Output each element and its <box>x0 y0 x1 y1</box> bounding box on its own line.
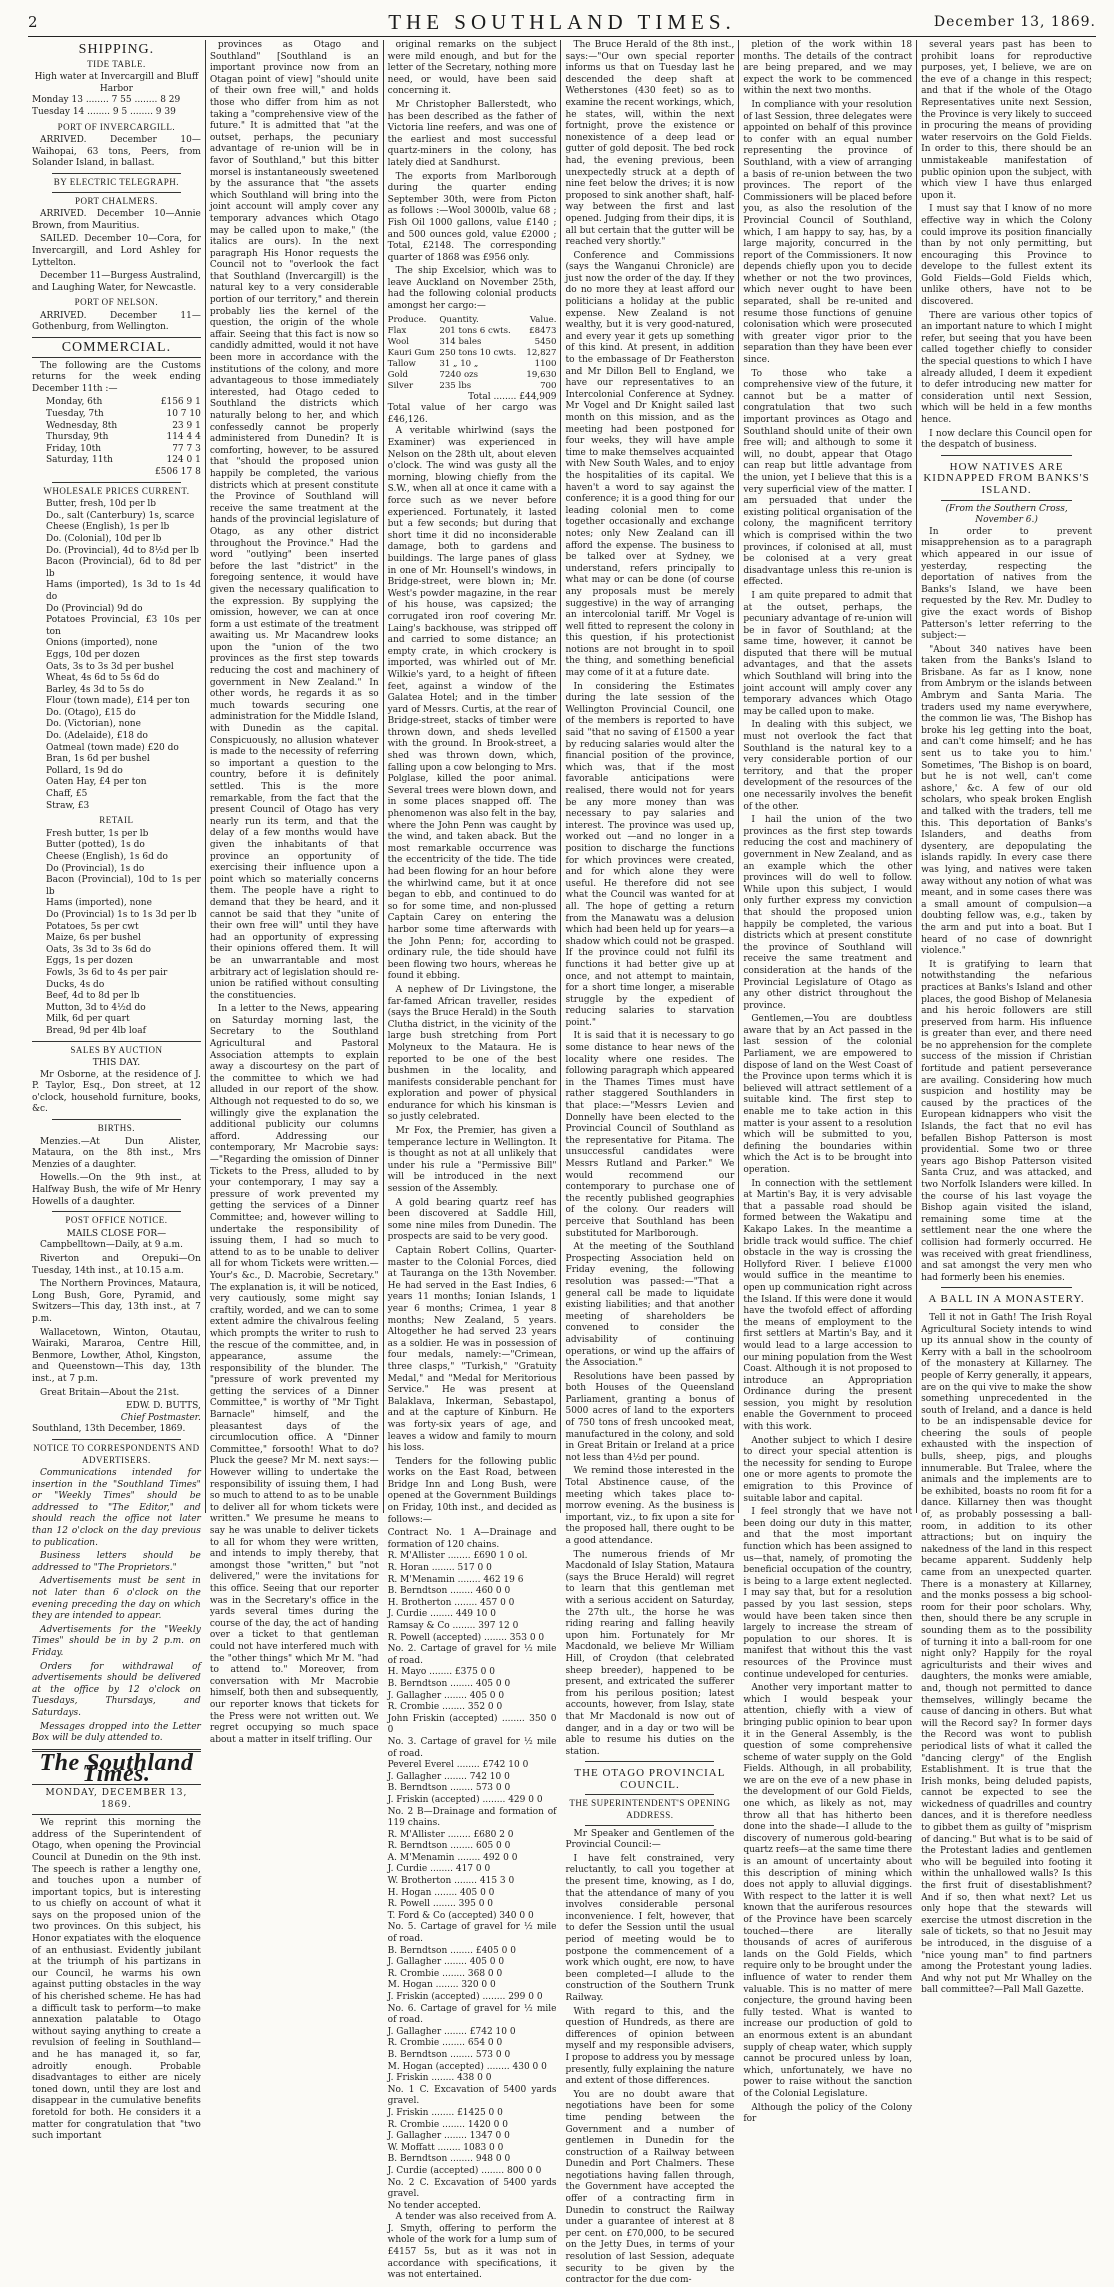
auction-subheading: THIS DAY. <box>92 1058 141 1069</box>
news-para: We remind those interested in the Total Abstinence cause, of the meeting which takes place to-morrow evening. As the business is important, viz., to fix upon a site for the proposed hall, there ought to be a good attendance. <box>565 1466 735 1546</box>
table-row: Silver 235 lbs 700 <box>387 380 557 391</box>
cargo-total: Total ........ £44,909 <box>468 391 557 402</box>
tide-row: Monday 13 ........ 7 55 ........ 8 29 <box>32 95 181 106</box>
kidnap-para: "About 340 natives have been taken from the Banks's Island to Brisbane. As far as I know, none from Ambrym or the islands between Ambrym and Santa Maria. The traders used my name everywhere, the common lie was, 'The Bishop has broke his leg getting into the boat, and can't come himself; and he has sent us to take you to him.' Sometimes, 'The Bishop is on board, but he is not well, can't come ashore,' &c. A few of our old scholars, who speak broken English and talked with the traders, tell me this. This deportation of Banks's Islanders, and deaths from dysentery, are depopulating the islands rapidly. In every case there was lying, and natives were taken away without any notion of what was meant, and in some cases there was a small amount of compulsion—a doubting fellow was, e.g., taken by the arm and put into a boat. But I heard of no case of downright violence." <box>921 644 1092 957</box>
ball-heading: A BALL IN A MONASTERY. <box>928 1293 1085 1306</box>
chalmers-line: SAILED. December 10—Cora, for Invercargill, and Lord Ashley for Lyttelton. <box>32 234 201 268</box>
notice-para: Business letters should be addressed to "The Proprietors." <box>32 1551 201 1573</box>
post-office-heading: POST OFFICE NOTICE. <box>65 1215 168 1226</box>
otago-council-subheading: THE SUPERINTENDENT'S OPENING ADDRESS. <box>569 1798 731 1821</box>
column-6 <box>917 40 1096 1996</box>
address-para: There are various other topics of an important nature to which I might refer, but seeing that you have been called together chiefly to consider the special questions to which I have already alluded, I deem it expedient to defer introducing new matter for consideration until next Session, which will be held in a few months hence. <box>921 310 1092 425</box>
newspaper-title: THE SOUTHLAND TIMES. <box>388 9 736 34</box>
page-number: 2 <box>28 13 38 31</box>
address-para: I must say that I know of no more effective way in which the Colony could improve its position financially than by not only permitting, but encouraging this Province to develope to the fullest extent its Gold Fields—Gold Fields which, unlike others, have not to be discovered. <box>921 204 1092 308</box>
tide-subheading: High water at Invercargill and Bluff Harbor <box>34 72 199 94</box>
address-para: To those who take a comprehensive view of the future, it cannot but be a matter of congratulation that two such important provinces as Otago and Southland should unite of their own free will; and although to some it will, no doubt, appear that Otago can reap but little advantage from the union, yet I believe that this is a very superficial view of the matter. I am persuaded that under the existing political organisation of the colony, the magnificent territory which is comprised within the two provinces, if colonised at all, must be colonised at a very great disadvantage unless this re-union is effected. <box>743 368 913 588</box>
news-para: The numerous friends of Mr Macdonald of Islay Station, Mataura (says the Bruce Herald) will regret to learn that this gentleman met with a serious accident on Saturday, the 27th ult., the horse he was riding rearing and falling heavily upon him. Fortunately for Mr Macdonald, we believe Mr William Hill, of Croydon (that celebrated sheep breeder), happened to be present, and extricated the sufferer from his perilous position; latest accounts, however, from Islay, state that Mr Macdonald is now out of danger, and in a day or two will be able to resume his duties on the station. <box>565 1549 735 1757</box>
column-1 <box>28 40 206 2142</box>
news-para: Mr Fox, the Premier, has given a temperance lecture in Wellington. It is thought as not at all unlikely that under his rule a "Permissive Bill" will be introduced in the next session of the Assembly. <box>387 1126 557 1195</box>
news-para: Captain Robert Collins, Quarter-master to the Colonial Forces, died at Tauranga on the 13th November. He had served in the East Indies, 6 years 11 months; Ionian Islands, 1 year 6 months; Crimea, 1 year 8 months; New Zealand, 5 years. Altogether he had served 23 years as a soldier. He was in possession of four medals, namely:—"Crimean, three clasps," "Turkish," "Gratuity Medal," and "Medal for Meritorious Service." He was present at Balaklava, Inkerman, Sebastapol, and at the capture of Kinburn. He was forty-six years of age, and leaves a widow and family to mourn his loss. <box>387 1246 557 1454</box>
post-office-date: Southland, 13th December, 1869. <box>32 1424 186 1435</box>
auction-text: Mr Osborne, at the residence of J. P. Taylor, Esq., Don street, at 12 o'clock, household furniture, books, &c. <box>32 1069 201 1115</box>
mail-line: The Northern Provinces, Mataura, Long Bush, Gore, Pyramid, and Switzers—This day, 13th inst., at 7 p.m. <box>32 1279 201 1324</box>
customs-row: Saturday, 11th 124 0 1 <box>46 455 201 466</box>
column-3 <box>384 40 562 2281</box>
news-para: The ship Excelsior, which was to leave Auckland on November 25th, had the following colonial products amongst her cargo:— <box>387 266 557 312</box>
customs-row: Monday, 6th £156 9 1 <box>46 397 201 408</box>
wholesale-heading: WHOLESALE PRICES CURRENT. <box>43 485 190 496</box>
auction-heading: SALES BY AUCTION <box>70 1044 163 1055</box>
customs-row: Friday, 10th 77 7 3 <box>46 443 201 454</box>
customs-row: Thursday, 9th 114 4 4 <box>46 432 201 443</box>
address-para: I hail the union of the two provinces as the first step towards reducing the cost and machinery of government in New Zealand, and as an example which the other provinces will do well to follow. While upon this subject, I would only further express my conviction that should the proposed union happily be completed, the various districts which at present constitute the province of Southland will receive the same treatment and consideration at the hands of the Provincial Legislature of Otago as any other district throughout the province. <box>743 815 913 1011</box>
news-para: A gold bearing quartz reef has been discovered at Saddle Hill, some nine miles from Dunedin. The prospects are said to be very good. <box>387 1197 557 1243</box>
chalmers-line: December 11—Burgess Australind, and Laughing Water, for Newcastle. <box>32 271 201 293</box>
customs-row: Tuesday, 7th 10 7 10 <box>46 409 201 420</box>
news-para: Tenders for the following public works on the East Road, between Bridge Inn and Long Bush, were opened at the Government Buildings on Friday, 10th inst., and decided as follows:— <box>387 1456 557 1525</box>
notice-heading: NOTICE TO CORRESPONDENTS AND ADVERTISERS. <box>33 1442 200 1465</box>
address-salutation: Mr Speaker and Gentlemen of the Provincial Council:— <box>565 1828 735 1851</box>
address-para: You are no doubt aware that negotiations have been for some time pending between the Government and a number of gentlemen in Dunedin for the construction of a Railway between Dunedin and Port Chalmers. These negotiations having fallen through, the Government have accepted the offer of a contracting firm in Dunedin to construct the Railway under a guarantee of interest at 8 per cent. on £70,000, to be secured on the Jetty Dues, in terms of your resolution of last Session, adequate security to be given by the contractor for the due com- <box>565 2089 735 2286</box>
tender-list: Contract No. 1 A—Drainage and formation of 120 chains. R. M'Allister ........ £690 1 0 ol. R. Horan ........ 517 0 0 R. M'Menamin ........ 462 19 6 B. Berndtson ........ 460 0 0 H. Brotherton ........ 457 0 0 J. Curdie ........ 449 10 0 Ramsay & Co ........ 397 12 0 R. Powell (accepted) ........ 353 0 0 No. 2. Cartage of gravel for ½ mile of road. H. Mayo ........ £375 0 0 B. Berndtson ........ 405 0 0 J. Gallagher ........ 405 0 0 R. Crombie ........ 352 0 0 John Friskin (accepted) ........ 350 0 0 No. 3. Cartage of gravel for ½ mile of road. Peverel Everel ........ £742 10 0 J. Gallagher ........ 742 10 0 B. Berndtson ........ 573 0 0 J. Friskin (accepted) ........ 429 0 0 No. 2 B—Drainage and formation of 119 chains. R. M'Allister ........ £680 2 0 R. Berndtson ........ 605 0 0 A. M'Menamin ........ 492 0 0 J. Curdie ........ 417 0 0 W. Brotherton ........ 415 3 0 H. Hogan ........ 405 0 0 R. Powell ........ 395 0 0 T. Ford & Co (accepted) 340 0 0 No. 5. Cartage of gravel for ½ mile of road. B. Berndtson ........ £405 0 0 J. Gallagher ........ 405 0 0 R. Crombie ........ 368 0 0 M. Hogan ........ 320 0 0 J. Friskin (accepted) ........ 299 0 0 No. 6. Cartage of gravel for ½ mile of road. J. Gallagher ........ £742 10 0 R. Crombie ........ 654 0 0 B. Berndtson ........ 573 0 0 M. Hogan (accepted) ........ 430 0 0 J. Friskin ........ 438 0 0 No. 1 C. Excavation of 5400 yards gravel. J. Friskin ........ £1425 0 0 R. Crombie ........ 1420 0 0 J. Gallagher ........ 1347 0 0 W. Moffatt ........ 1083 0 0 B. Berndtson ........ 948 0 0 J. Curdie (accepted) ........ 800 0 0 No. 2 C. Excavation of 5400 yards gravel. No tender accepted. <box>387 1528 557 2211</box>
nelson-heading: PORT OF NELSON. <box>74 297 159 308</box>
address-para: With regard to this, and the question of Hundreds, as there are differences of opinion between myself and my responsible advisers, I propose to address you by message presently, fully explaining the nature and extent of those differences. <box>565 2006 735 2087</box>
nelson-text: ARRIVED. December 11—Gothenburg, from Wellington. <box>32 310 201 333</box>
ball-para: Tell it not in Gath! The Irish Royal Agricultural Society intends to wind up its annual show in the county of Kerry with a ball in the schoolroom of the monastery at Killarney. The people of Kerry generally, it appears, are on the qui vive to make the show something unprecedented in the south of Ireland, and a dance is held to be an indispensable device for cheering the souls of people exhausted with the inspection of bulls, sheep, pigs, and ploughs innumerable. But Tralee, where the animals and the implements are to be exhibited, boasts no room fit for a dance. Killarney then was thought of, as probably possessing a ball-room, in addition to its other attractions; but on inquiry the nakedness of the land in this respect became apparent. Suddenly help came from an unexpected quarter. There is a monastery at Killarney, and the monks possess a big school-room for their poor scholars. Why, then, should there be any scruple in sounding them as to the possibility of turning it into a ball-room for one night only? Happily for the royal agriculturists and their wives and daughters, the monks were amiable, and, though not permitted to dance themselves, willingly became the cause of dancing in others. But what will the Record say? In former days the Record was wont to publish periodical lists of what it called the "dancing clergy" of the English Establishment. It is true that the Irish monks, being deluded papists, cannot be expected to see the wickedness of quadrilles and country dances, and it is therefore needless to gibbet them as guilty of "misprism of dancing." But what is to be said of the Protestant ladies and gentlemen who will be beguiled into footing it within the unhallowed walls? Is this the first fruit of disestablishment? And if so, then what next? Let us only hope that the stewards will exercise the utmost discretion in the sale of tickets, so that no Jesuit may be introduced, in the disguise of a "nice young man" to find partners among the Protestant young ladies. And why not put Mr Whalley on the ball committee?—Pall Mall Gazette. <box>921 1312 1092 1996</box>
table-row: Wool 314 bales 5450 <box>387 336 557 347</box>
cargo-note: Total value of her cargo was £46,126. <box>387 403 557 425</box>
leader-para: We reprint this morning the address of the Superintendent of Otago, when opening the Provincial Council at Dunedin on the 9th inst. The speech is rather a lengthy one, and touches upon a number of important topics, but is interesting to us chiefly on account of what it says on the proposed union of the two provinces. On this subject, his Honor expatiates with the eloquence of an enthusiast. Evidently jubilant at the triumph of his partizans in our Council, he warms his own against putting obstacles in the way of his cherished scheme. He has had a difficult task to perform—to make annexation palatable to Otago without saying anything to create a revulsion of feeling in Southland—and he has managed it, so far, adroitly enough. Probable disadvantages to either are nicely toned down, until they are lost and disappear in the cumulative benefits foretold for both. He considers it a matter for congratulation that "two such important <box>32 1818 201 2142</box>
address-para: I am quite prepared to admit that at the outset, perhaps, the pecuniary advantage of re-union will be in favor of Southland; at the same time, however, it cannot be disputed that there will be mutual advantages, and that the assets which Southland will bring into the joint account will amply cover any temporary advances which Otago may be called upon to make. <box>743 590 913 717</box>
retail-list: Fresh butter, 1s per lb Butter (potted), 1s do Cheese (English), 1s 6d do Do (Provincial), 1s do Bacon (Provincial), 10d to 1s per lb Hams (imported), none Do (Provincial) 1s to 1s 3d per lb Potatoes, 5s per cwt Maize, 6s per bushel Oats, 3s 3d to 3s 6d do Eggs, 1s per dozen Fowls, 3s 6d to 4s per pair Ducks, 4s do Beef, 4d to 8d per lb Mutton, 3d to 4½d do Milk, 6d per quart Bread, 9d per 4lb loaf <box>46 828 201 1036</box>
postmaster-name: EDW. D. BUTTS, <box>125 1401 201 1412</box>
address-para: In dealing with this subject, we must not overlook the fact that Southland is the natural key to a very considerable portion of our territory, and that the proper development of the resources of the one necessarily involves the benefit of the other. <box>743 720 913 812</box>
news-para: A nephew of Dr Livingstone, the far-famed African traveller, resides (says the Bruce Herald) in the South Clutha district, in the vicinity of the large bush stretching from Port Molyneux to the Mataura. He is reported to be one of the best bushmen in the locality, and manifests considerable penchant for exploration and power of physical endurance for which his kinsman is so justly celebrated. <box>387 984 557 1123</box>
port-text: ARRIVED. December 10—Waihopai, 63 tons, Peers, from Solander Island, in ballast. <box>32 135 201 169</box>
customs-total: £506 17 8 <box>155 467 201 477</box>
news-para: Resolutions have been passed by both Houses of the Queensland Parliament, granting a bonus of 5000 acres of land to the exporters of 750 tons of fresh uncooked meat, manufactured in the colony, and sold in Great Britain or Ireland at a price not less than 4½d per pound. <box>565 1371 735 1463</box>
address-para: In connection with the settlement at Martin's Bay, it is very advisable that a passable road should be formed between the Wakatipu and Kakapo Lakes. In the meantime a bridle track would suffice. The chief obstacle in the way is crossing the Hollyford River. I believe £1000 would suffice in the meantime to open up communication right across the Island. If this were done it would have the twofold effect of affording the means of employment to the first settlers at Martin's Bay, and it would lead to a large accession to our mining population from the West Coast. Although it is not proposed to introduce an Appropriation Ordinance during the present session, you might by resolution enable the Government to proceed with this work. <box>743 1178 913 1433</box>
birth-notice: Howells.—On the 9th inst., at Halfway Bush, the wife of Mr Henry Howells of a daughter. <box>32 1173 201 1207</box>
notice-para: Orders for withdrawal of advertisements should be delivered at the office by 12 o'clock on Tuesdays, Thursdays, and Saturdays. <box>32 1661 201 1718</box>
kidnap-para: It is gratifying to learn that notwithstanding the nefarious practices at Banks's Island and other places, the good Bishop of Melanesia and his heroic followers are still preserved from harm. His influence is greater than ever, and there need be no apprehension for the complete success of the mission if Christian fortitude and patient perseverance are availing. Considering how much suspicion and hostility may be caused by the practices of the European kidnappers who visit the Islands, the fact that no evil has befallen Bishop Patterson is most providential. Some two or three years ago Bishop Patterson visited Santa Cruz, and was attacked, and two Norfolk Islanders were killed. In the course of his last voyage the Bishop again visited the island, remaining some time at the settlement near the one where the collision had formerly occurred. He was received with great friendliness, and sat amongst the very men who had formerly been his enemies. <box>921 959 1092 1283</box>
mail-line: Campbelltown—Daily, at 9 a.m. <box>40 1240 183 1251</box>
news-para: Mr Christopher Ballerstedt, who has been described as the father of Victoria line reefers, and was one of the earliest and most successful quartz-miners in the colony, has lately died at Sandhurst. <box>387 99 557 168</box>
masthead-date: December 13, 1869. <box>933 14 1096 30</box>
kidnap-source: (From the Southern Cross, November 6.) <box>945 503 1068 526</box>
columns <box>28 40 1096 2286</box>
news-para: It is said that it is necessary to go some distance to hear news of the locality where one resides. The following paragraph which appeared in the Thames Times must have rather staggered Southlanders in that place:—"Messrs Levien and Donnelly have been elected to the Provincial Council of Southland as the representative for Pitama. The unsuccessful candidates were Messrs Rutland and Parker." We would recommend our contemporary to purchase one of the recently published geographies of the colony. Our readers will perceive that Southland has been substituted for Marlborough. <box>565 1031 735 1239</box>
birth-notice: Menzies.—At Dun Alister, Mataura, on the 8th inst., Mrs Menzies of a daughter. <box>32 1136 201 1170</box>
news-para: original remarks on the subject were mild enough, and but for the letter of the Secretary, nothing more need, or would, have been said concerning it. <box>387 40 557 97</box>
address-para: several years past has been to prohibit loans for reproductive purposes, yet, I believe, we are on the eve of a change in this respect; and that if the whole of the Otago Representatives unite next Session, the Province is very likely to succeed in procuring the means of providing water reservoirs on the Gold Fields. In order to this, there should be an unmistakeable manifestation of public opinion upon the subject, with which view I have thus enlarged upon it. <box>921 40 1092 201</box>
table-row: Kauri Gum 250 tons 10 cwts. 12,827 <box>387 347 557 358</box>
tide-heading: TIDE TABLE. <box>87 58 146 69</box>
kidnap-heading: HOW NATIVES ARE KIDNAPPED FROM BANKS'S ISLAND. <box>923 460 1090 496</box>
address-para: Gentlemen,—You are doubtless aware that by an Act passed in the last session of the colonial Parliament, we are empowered to dispose of land on the West Coast of the Province upon terms which it is believed will attract settlement of a suitable kind. The first step to enable me to take action in this matter is your assent to a resolution which will be submitted to you, defining the boundaries within which the Act is to be brought into operation. <box>743 1014 913 1175</box>
notice-para: Advertisements for the "Weekly Times" should be in by 2 p.m. on Friday. <box>32 1624 201 1658</box>
customs-row: Wednesday, 8th 23 9 1 <box>46 420 201 431</box>
commercial-heading: COMMERCIAL. <box>61 340 172 356</box>
news-para: At the meeting of the Southland Prospecting Association held on Friday evening, the following resolution was passed:—"That a general call be made to liquidate existing liabilities; and that another meeting of shareholders be convened to consider the advisability of continuing operations, or wind up the affairs of the Association." <box>565 1242 735 1369</box>
post-office-subheading: MAILS CLOSE FOR— <box>66 1228 167 1239</box>
address-para: Another very important matter to which I would bespeak your attention, chiefly with a view of bringing public opinion to bear upon it in the General Assembly, is the question of some comprehensive scheme of water supply on the Gold Fields. Although, in all probability, we are on the eve of a new phase in the development of our Gold Fields, one which, as likely as not, may throw all that has hitherto been done into the shade—I allude to the discovery of numerous gold-bearing quartz reefs—at the same time there is an amount of uncertainty about this description of mining which does not apply to alluvial diggings. With respect to the latter it is well known that the auriferous resources of the Province have been scarcely touched—there are literally thousands of acres of auriferous lands on the Gold Fields, which require only to be brought under the influence of water to render them valuable. This is no matter of mere conjecture, the ground having been fully tested. What is wanted to increase our production of gold to an enormous extent is an abundant supply of cheap water, which supply cannot be procured unless by loan, which, unfortunately, we have no power to raise without the sanction of the Colonial Legislature. <box>743 1683 913 2099</box>
news-para: In considering the Estimates during the late session of the Wellington Provincial Council, one of the members is reported to have said "that no saving of £1500 a year by reducing salaries would alter the financial position of the province, which was, that if the most favorable anticipations were realised, there would not for years be any more money than was necessary to pay salaries and interest. The province was used up, worked out —and no longer in a position to discharge the functions for which provinces were created, and for which alone they were useful. He therefore did not see what the Council was wanted for at all. The hope of getting a return from the Manawatu was a delusion which had been held up for years—a shadow which could not be grasped. If the province could not fulfil its functions it had better give up at once, and not attempt to maintain, for a short time longer, a miserable struggle by the expedient of reducing salaries to starvation point." <box>565 681 735 1028</box>
news-para: The Bruce Herald of the 8th inst., says:—"Our own special reporter informs us that on Tuesday last he descended the deep shaft at Wetherstones (430 feet) so as to examine the recent workings, which, he states, will, within the next fortnight, prove the existence or nonexistence of a deep lead or gutter of gold deposit. The bed rock had, the evening previous, been unexpectedly struck at a depth of nine feet below the drives; it is now proposed to sink another shaft, half-way between the first and last opened. Judging from their dips, it is all but certain that the gutter will be reached very shortly." <box>565 40 735 248</box>
address-para: I now declare this Council open for the despatch of business. <box>921 428 1092 451</box>
address-para: Although the policy of the Colony for <box>743 2102 913 2125</box>
mail-line: Riverton and Orepuki—On Tuesday, 14th inst., at 10.15 a.m. <box>32 1254 201 1276</box>
chalmers-line: ARRIVED. December 10—Annie Brown, from Mauritius. <box>32 209 201 231</box>
commercial-intro: The following are the Customs returns for the week ending December 11th :— <box>32 360 201 394</box>
port-heading: PORT OF INVERCARGILL. <box>57 121 176 132</box>
address-para: Another subject to which I desire to direct your special attention is the necessity for sending to Europe one or more agents to promote the emigration to this Province of suitable labor and capital. <box>743 1435 913 1504</box>
births-heading: BIRTHS. <box>97 1123 136 1134</box>
tender-note: A tender was also received from A. J. Smyth, offering to perform the whole of the work for a lump sum of £4157 5s, but as it was not in accordance with specifications, it was not entertained. <box>387 2212 557 2281</box>
news-para: A veritable whirlwind (says the Examiner) was experienced in Nelson on the 28th ult, about eleven o'clock. The wind was gusty all the morning, blowing chiefly from the S.W., when all at once it came with a force such as we never before experienced. Fortunately, it lasted but a few seconds; but during that short time it did no inconsiderable damage, both to gardens and buildings. The large panes of glass in one of Mr. Hounsell's windows, in Bridge-street, were blown in; Mr. West's powder magazine, in the rear of his house, was capsized; the corrugated iron roof covering Mr. Laing's backhouse, was stripped off and carried to some distance; an empty crate, in which crockery is imported, was whirled out of Mr. Wilkie's yard, to a height of fifteen feet, against a window of the Galatea Hotel; and in the timber yard of Messrs. Curtis, at the rear of Bridge-street, stacks of timber were thrown down, and sheds levelled with the ground. In Brook-street, a shed was thrown down, which, falling upon a cow belonging to Mrs. Polglase, killed the poor animal. Several trees were blown down, and in some places snapped off. The phenomenon was also felt in the bay, where the John Penn was caught by the wind, and taken aback. But the most remarkable occurrence was the eccentricity of the tide. The tide had been flowing for an hour before the whirlwind came, but it at once began to ebb, and continued to do so for some time, and non-plussed Captain Carey on entering the harbor some time afterwards with the John Penn; for, according to ordinary rule, the tide should have been flowing two hours, whereas he found it ebbing. <box>387 426 557 982</box>
mail-line: Wallacetown, Winton, Otautau, Wairaki, Mararoa, Centre Hill, Benmore, Lowther, Athol, Kingston, and Queenstown—This day, 13th inst., at 7 p.m. <box>32 1327 201 1384</box>
otago-council-heading: THE OTAGO PROVINCIAL COUNCIL. <box>574 1767 726 1791</box>
column-4 <box>561 40 739 2286</box>
nameplate: The Southland Times. <box>39 1749 194 1788</box>
table-row: Produce. Quantity. Value. <box>387 314 557 325</box>
table-row: Gold 7240 ozs 19,630 <box>387 369 557 380</box>
address-para: pletion of the work within 18 months. The details of the contract are being prepared, and we may expect the work to be commenced within the next two months. <box>743 40 913 97</box>
telegraph-heading: BY ELECTRIC TELEGRAPH. <box>53 176 180 187</box>
address-para: I have felt constrained, very reluctantly, to call you together at the present time, knowing, as I do, that the attendance of many of you involves considerable personal inconvenience. I felt, however, that to defer the Session until the usual period of meeting would be to postpone the commencement of a work which ought, ere now, to have been completed—I allude to the construction of the Southern Trunk Railway. <box>565 1853 735 2003</box>
kidnap-para: In order to prevent misapprehension as to a paragraph which appeared in our issue of yesterday, respecting the deportation of natives from the Banks's Island, we have been requested by the Rev. Mr. Dudley to give the exact words of Bishop Patterson's letter referring to the subject:— <box>921 526 1092 642</box>
customs-table <box>32 397 201 478</box>
article-para: provinces as Otago and Southland" [Southland is an important province now from an Otagan point of view] "should unite of their own free will," and holds those who differ from him as not taking a "comprehensive view of the future." It is admitted that "at the outset, perhaps, the pecuniary advantage of re-union will be in favor of Southland," but this bitter morsel is instantaneously sweetened by the assurance that "the assets which Southland will bring into the joint account will amply cover any temporary advances which Otago may be called upon to make," (the italics are ours). In the next paragraph His Honor requests the Council not to "overlook the fact that Southland (Invercargill) is the natural key to a very considerable portion of our territory," and therein probably lies the kernel of the question, the origin of the whole affair. Seeing that this fact is now so candidly admitted, would it not have been more in accordance with the institutions of the colony, and more advantageous to those immediately interested, had Otago ceded to Southland the districts which naturally belong to her, and which confessedly cannot be properly administered from Dunedin? It is comforting, however, to be assured that "should the proposed union happily be completed, the various districts which at present constitute the Province of Southland will receive the same treatment at the hands of the provincial legislature of Otago, as any other district throughout the Province." Had the word "outlying" been inserted before the last "district" in the foregoing sentence, it would have given the necessary qualification to the expression. By supplying the omission, however, we can at once form a ust estimate of the treatment awaiting us. Mr Macandrew looks upon the "union of the two provinces as the first step towards reducing the cost and machinery of government in New Zealand." In other words, he regards it as so much towards securing one administration for the Middle Island, with Dunedin as the capital. Conspicuously, no allusion whatever is made to the necessity of referring so important a question to the country, before it is definitely settled. This is the more remarkable, from the fact that the present Council of Otago has very nearly run its term, and that the delay of a few months would have given the inhabitants of that province an opportunity of exercising their influence upon a point which so materially concerns them. The people have a right to demand that they be heard, and it cannot be said that they "unite of their own free will" until they have had an opportunity of expressing their opinions offered them. It will be an unwarrantable and most arbitrary act of legislation should re-union be ratified without consulting the constituencies. <box>209 40 379 1001</box>
table-row: Tallow 31 „ 10 „ 1100 <box>387 358 557 369</box>
notice-para: Advertisements must be sent in not later than 6 o'clock on the evening preceding the day on which they are intended to appear. <box>32 1576 201 1622</box>
article-para: In a letter to the News, appearing on Saturday morning last, the Secretary to the Southland Agricultural and Pastoral Association attempts to explain away a discourtesy on the part of the committee to which we had alluded in our report of the show. Although not requested to do so, we willingly give the explanation the additional publicity our columns afford. Addressing our contemporary, Mr Macrobie says: —"Regarding the omission of Dinner Tickets to the Press, alluded to by your contemporary, I may say a pressure of work prevented my getting the services of a Dinner Committee; and, however willing to undertake the responsibility of issuing them, I had so much to attend to as to be unable to deliver all for whom Tickets were written.—Your's &c., D. Macrobie, Secretary." The explanation is, it will be noticed, very cautiously, some might say craftily, worded, and we can to some extent admire the chivalrous feeling which prompts the writer to rush to the rescue of the committee, and, in appearance, assume the responsibility of the blunder. The "pressure of work prevented my getting the services of a Dinner Committee," is worthy of "Mr Tight Barnacle" himself, and the pleasantest days of the circumlocution office. A "Dinner Committee," forsooth! What to do? Pluck the geese? Mr M. next says:—However willing to undertake the responsibility of issuing them, I had so much to attend to as to be unable to deliver all for whom tickets were written." We presume he means to say he was unable to deliver tickets to all for whom they were written, and intends to imply thereby, that amongst those "written," but "not delivered," were the invitations for this office. Seeing that our reporter was in the Secretary's office in the yards several times during the course of the day, the act of handing over a ticket to that gentleman could not have interfered much with the "other things" which Mr M. "had to attend to." Moreover, from conversation with Mr Macrobie himself, both then and subsequently, our reporter knows that tickets for the Press were not written out. We regret occupying so much space about a matter in itself trifling. Our <box>209 1004 379 1745</box>
notice-para: Messages dropped into the Letter Box will be duly attended to. <box>32 1721 201 1744</box>
table-row: Flax 201 tons 6 cwts. £8473 <box>387 325 557 336</box>
shipping-heading: SHIPPING. <box>78 42 155 57</box>
chalmers-heading: PORT CHALMERS. <box>75 195 158 206</box>
issue-date: MONDAY, DECEMBER 13, 1869. <box>45 1787 188 1810</box>
notice-para: Communications intended for insertion in the "Southland Times" or "Weekly Times" should be addressed to "The Editor," and should reach the office not later than 12 o'clock on the day previous to publication. <box>32 1468 201 1548</box>
address-para: I feel strongly that we have not been doing our duty in this matter, and that the most important function which has been assigned to us—that, namely, of promoting the beneficial occupation of the country, is being to a large extent neglected. I may say that, but for a resolution passed by you last session, steps would have been taken since then largely to increase the stream of population to our shores. It is manifest that without this the vast resources of the Province must continue undeveloped for centuries. <box>743 1507 913 1680</box>
retail-heading: RETAIL <box>99 815 134 826</box>
column-5 <box>739 40 917 2125</box>
news-para: The exports from Marlborough during the quarter ending September 30th, were from Picton as follows :—Wool 3000lb, value 68 ; Fish Oil 1000 gallons, value £140 ; and 500 ounces gold, value £2000 ; Total, £2148. The corresponding quarter of 1868 was £956 only. <box>387 171 557 263</box>
address-para: In compliance with your resolution of last Session, three delegates were appointed on behalf of this province to confer with an equal number representing the province of Southland, with a view of arranging a basis of re-union between the two provinces. The report of the Commissioners will be placed before you, as also the resolution of the Provincial Council of Southland, which, I am happy to say, has, by a large majority, concurred in the report of the Commissioners. It now depends chiefly upon you to decide whether or not the two provinces, which never ought to have been separated, shall be re-united and resume those functions of genuine colonisation which were prosecuted with greater vigor prior to the separation than they have been ever since. <box>743 99 913 366</box>
cargo-table <box>388 315 557 392</box>
news-para: Conference and Commissions (says the Wanganui Chronicle) are just now the order of the day. If they do no more they at least afford our politicians a holiday at the public expense. New Zealand is not wealthy, but it is very good-natured, and every year it gets up something of this kind. At present, in addition to the embassage of Dr Featherston and Mr Dillon Bell to England, we have our representatives to an Intercolonial Conference at Sydney. Mr Vogel and Dr Knight sailed last month on this mission, and as the meeting had been postponed for four weeks, they will have ample time to make themselves acquainted with New South Wales, and to enjoy the hospitalities of its capital. We haven't a word to say against the conference; it is a good thing for our leading colonial men to come together occasionally and exchange notes; only New Zealand can ill afford the expense. The business to be talked over at Sydney, we understand, refers principally to what may or can be done (of course any proposals must be merely suggestive) in the way of arranging an intercolonial tariff. Mr Vogel is well fitted to represent the colony in this question, if his protectionist notions are not brought in to spoil the thing, and something beneficial may come of it at a future date. <box>565 250 735 679</box>
mail-line: Great Britain—About the 21st. <box>40 1387 180 1398</box>
postmaster-role: Chief Postmaster. <box>120 1412 201 1423</box>
column-2 <box>206 40 384 1745</box>
page-masthead <box>28 8 1096 37</box>
wholesale-list: Butter, fresh, 10d per lb Do., salt (Canterbury) 1s, scarce Cheese (English), 1s per lb Do. (Colonial), 10d per lb Do. (Provincial), 4d to 8½d per lb Bacon (Provincial), 6d to 8d per lb Hams (imported), 1s 3d to 1s 4d do Do (Provincial) 9d do Potatoes Provincial, £3 10s per ton Onions (imported), none Eggs, 10d per dozen Oats, 3s to 3s 3d per bushel Wheat, 4s 6d to 5s 6d do Barley, 4s 3d to 5s do Flour (town made), £14 per ton Do. (Otago), £15 do Do. (Victorian), none Do. (Adelaide), £18 do Oatmeal (town made) £20 do Bran, 1s 6d per bushel Pollard, 1s 9d do Oaten Hay, £4 per ton Chaff, £5 Straw, £3 <box>46 499 201 811</box>
tide-row: Tuesday 14 ........ 9 5 ........ 9 39 <box>32 106 176 117</box>
